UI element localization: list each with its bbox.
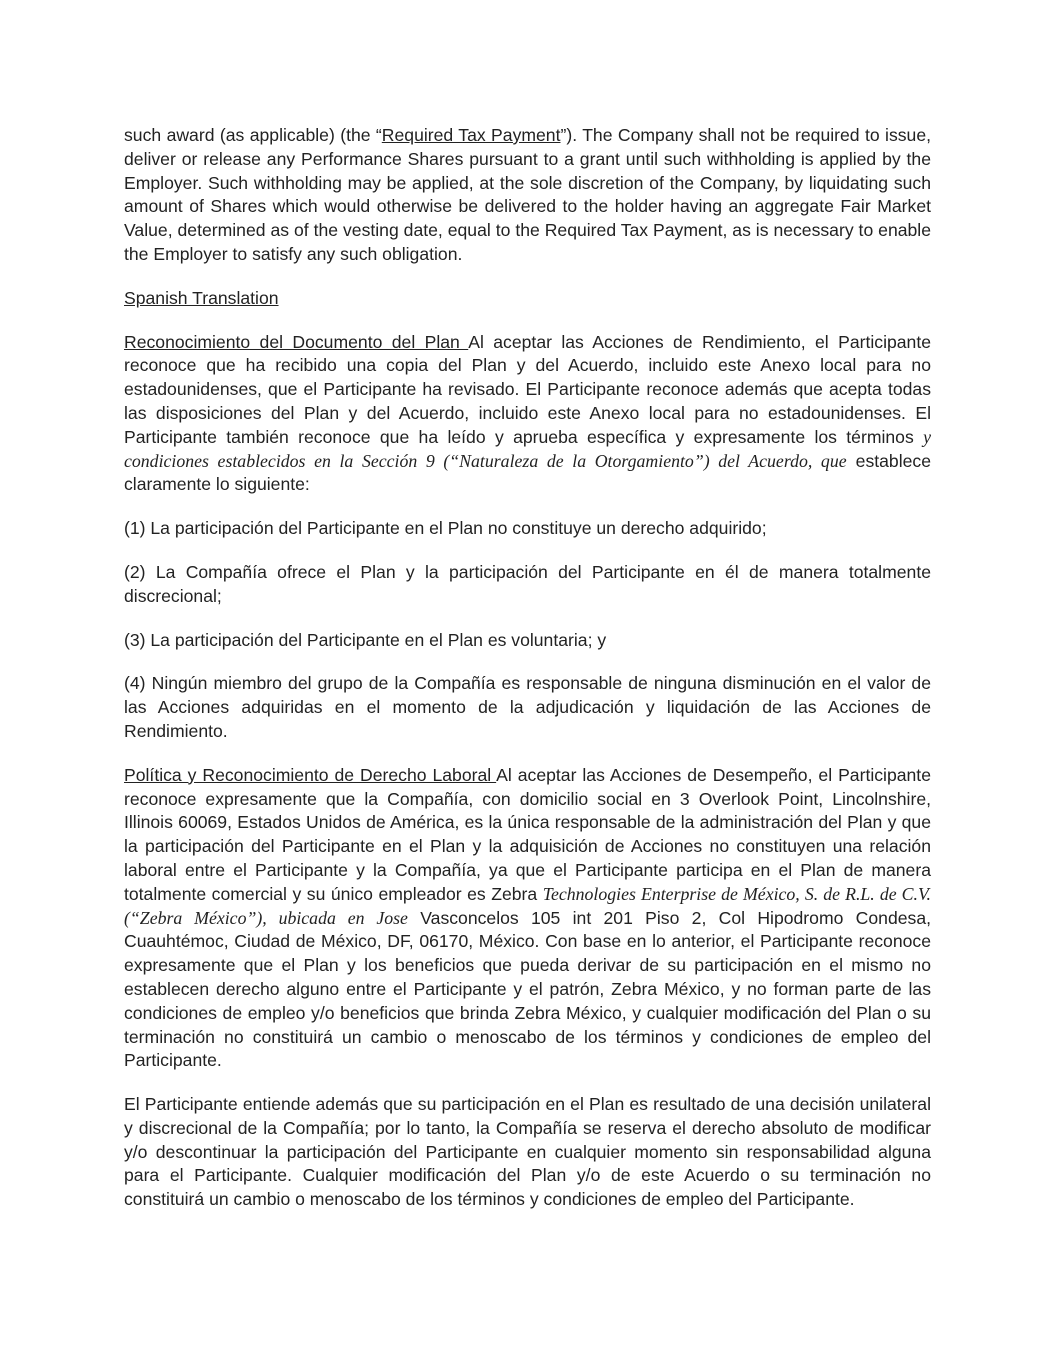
tax-paragraph-body: ”). The Company shall not be required to issue, deliver or release any Performance Shares pursuant to a grant until such withholding is applied by the Employer. Such withholding may be applied, at the sole discretion of the Company, by liquidating such amount of Shares which would otherwise be delivered to the holder having an aggregate Fair Market Value, determined as of the vesting date, equal to the Required Tax Payment, as is necessary to enable the Employer to satisfy any such obligation. xyxy=(124,125,932,264)
final-paragraph: El Participante entiende además que su participación en el Plan es resultado de una decisión unilateral y discrecional de la Compañía; por lo tanto, la Compañía se reserva el derecho absoluto de modificar y/o descontinuar la participación del Participante en cualquier momento sin responsabilidad alguna para el Participante. Cualquier modificación del Plan y/o de este Acuerdo o su terminación no constituirá un cambio o menoscabo de los términos y condiciones de empleo del Participante. xyxy=(124,1094,931,1210)
reconocimiento-paragraph xyxy=(124,331,931,498)
politica-paragraph xyxy=(124,764,931,1073)
list-item-3: (3) La participación del Participante en el Plan es voluntaria; y xyxy=(124,629,607,650)
reconocimiento-italic-text: y condiciones establecidos en la Sección 9 (“Naturaleza de la Otorgamiento”) del Acuerdo, que xyxy=(124,426,931,471)
tax-payment-paragraph xyxy=(124,124,931,267)
spanish-translation-heading xyxy=(124,287,931,311)
reconocimiento-tail: establece claramente lo siguiente: xyxy=(124,450,931,495)
politica-italic-text: Technologies Enterprise de México, S. de R.L. de C.V. (“Zebra México”), ubicada en Jose xyxy=(124,883,931,928)
list-item-2: (2) La Compañía ofrece el Plan y la participación del Participante en él de manera totalmente discrecional; xyxy=(124,561,931,606)
document-body xyxy=(124,124,931,1232)
spanish-translation-heading-text: Spanish Translation xyxy=(124,287,279,308)
reconocimiento-text: Al aceptar las Acciones de Rendimiento, el Participante reconoce que ha recibido una copia del Plan y del Acuerdo, incluido este Anexo local para no estadounidenses, que el Participante ha revisado. El Participante reconoce además que acepta todas las disposiciones del Plan y del Acuerdo, incluido este Anexo local para no estadounidenses. El Participante también reconoce que ha leído y aprueba específica y expresamente los términos xyxy=(124,331,932,447)
list-item-1: (1) La participación del Participante en el Plan no constituye un derecho adquirido; xyxy=(124,518,767,539)
list-item-4: (4) Ningún miembro del grupo de la Compañía es responsable de ninguna disminución en el valor de las Acciones adquiridas en el momento de la adjudicación y liquidación de las Acciones de Rendimiento. xyxy=(124,673,931,741)
politica-heading: Política y Reconocimiento de Derecho Laboral xyxy=(124,764,497,785)
tax-paragraph-lead: such award (as applicable) (the “ xyxy=(124,125,382,145)
politica-tail: Vasconcelos 105 int 201 Piso 2, Col Hipodromo Condesa, Cuauhtémoc, Ciudad de México, DF, 06170, México. Con base en lo anterior, el Participante reconoce expresamente que el Plan y los beneficios que pueda derivar de su participación en el mismo no establecen derecho alguno entre el Participante y el patrón, Zebra México, y no forman parte de las condiciones de empleo y/o beneficios que brinda Zebra México, y cualquier modificación del Plan o su terminación no constituirá un cambio o menoscabo de los términos y condiciones de empleo del Participante. xyxy=(124,907,931,1071)
required-tax-payment-term: Required Tax Payment xyxy=(381,125,561,145)
reconocimiento-heading: Reconocimiento del Documento del Plan xyxy=(124,331,469,352)
politica-text: Al aceptar las Acciones de Desempeño, el Participante reconoce expresamente que la Compañía, con domicilio social en 3 Overlook Point, Lincolnshire, Illinois 60069, Estados Unidos de América, es la única responsable de la administración del Plan y que la participación del Participante en el Plan y la adquisición de Acciones no constituyen una relación laboral entre el Participante y la Compañía, ya que el Participante participa en el Plan de manera totalmente comercial y su único empleador es Zebra xyxy=(124,764,931,904)
